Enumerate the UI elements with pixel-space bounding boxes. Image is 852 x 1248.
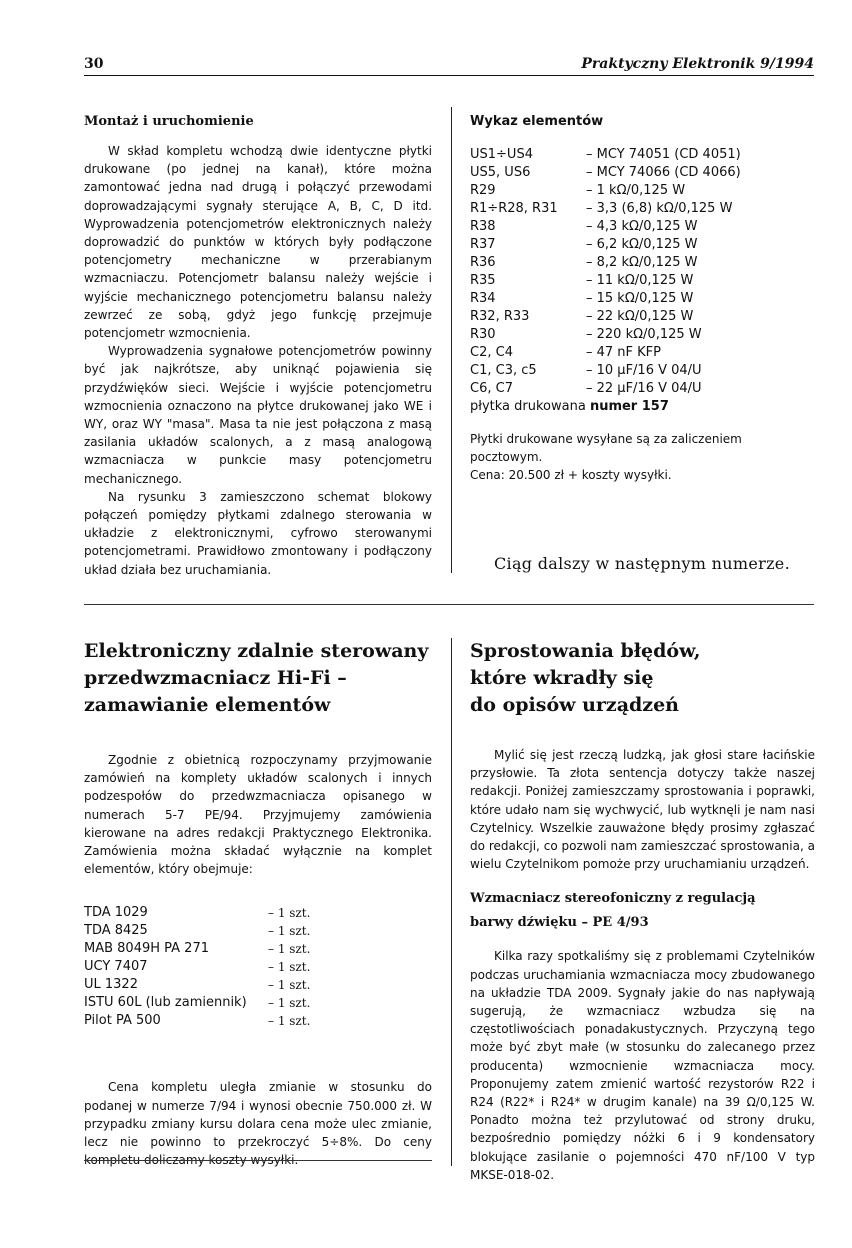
kit-item-name: ISTU 60L (lub zamiennik) — [84, 995, 247, 1011]
part-value: – 22 μF/16 V 04/U — [586, 381, 702, 396]
part-value: – 1 kΩ/0,125 W — [586, 183, 686, 198]
corrections-title-line: do opisów urządzeń — [470, 694, 679, 716]
pcb-number: numer 157 — [589, 399, 669, 414]
kit-item-qty: – 1 szt. — [268, 1014, 311, 1029]
corrections-title-line: Sprostowania błędów, — [470, 640, 701, 662]
kit-row — [84, 1012, 310, 1030]
part-value: – 4,3 kΩ/0,125 W — [586, 219, 698, 234]
part-value: – 220 kΩ/0,125 W — [586, 327, 702, 342]
kit-table — [84, 904, 310, 1030]
kit-item-qty: – 1 szt. — [268, 960, 311, 975]
part-value: – 10 μF/16 V 04/U — [586, 363, 702, 378]
corrections-article — [470, 638, 815, 1184]
kit-item-qty: – 1 szt. — [268, 942, 311, 957]
parts-row — [470, 362, 741, 380]
parts-list-heading: Wykaz elementów — [470, 114, 604, 129]
order-article — [84, 638, 432, 1169]
part-value: – 15 kΩ/0,125 W — [586, 291, 694, 306]
parts-row — [470, 380, 741, 398]
header-rule — [84, 75, 814, 76]
correction-subheading — [470, 887, 815, 935]
assembly-paragraph: W skład kompletu wchodzą dwie identyczne płytki drukowane (po jednej na kanał), które można zamontować jedna nad drugą i połączyć przewodami doprowadzającymi sygnały sterujące A, B, C, D itd. Wyprowadzenia potencjometrów elektronicznych należy doprowadzić do punktów w których były podłączone potencjometry mechaniczne w przerabianym wzmacniaczu. Potencjometr balansu należy wejście i wyjście mechanicznego potencjometru balansu należy zewrzeć ze sobą, gdyż jego funkcję przejmuje potencjometr wzmocnienia. — [84, 144, 432, 341]
subheading-line: Wzmacniacz stereofoniczny z regulacją — [470, 891, 756, 907]
parts-row — [470, 308, 741, 326]
part-code: R35 — [470, 273, 496, 288]
page-number: 30 — [84, 56, 104, 72]
assembly-paragraph: Wyprowadzenia sygnałowe potencjometrów powinny być jak najkrótsze, aby uniknąć pojawienia się przydźwięków sieci. Wejście i wyjście potencjometru wzmocnienia oznaczono na płytce drukowanej jako WE i WY, oraz WY "masa". Masa ta nie jest połączona z masą zasilania układów scalonych, a z masą analogową wzmacniacza w punkcie masy potencjometru mechanicznego. — [84, 344, 432, 486]
kit-row — [84, 904, 310, 922]
kit-row — [84, 958, 310, 976]
pcb-label: płytka drukowana — [470, 399, 586, 414]
column-divider-top — [451, 107, 452, 573]
part-value: – 8,2 kΩ/0,125 W — [586, 255, 698, 270]
part-code: R1÷R28, R31 — [470, 201, 558, 216]
price-note: Cena kompletu uległa zmianie w stosunku do podanej w numerze 7/94 i wynosi obecnie 750.000 zł. W przypadku zmiany kursu dolara cena może ulec zmianie, lecz nie powinno to przekroczyć 5÷8%. Do ceny kompletu doliczamy koszty wysyłki. — [84, 1080, 432, 1168]
part-value: – 47 nF KFP — [586, 345, 661, 360]
kit-item-name: UCY 7407 — [84, 959, 148, 975]
part-code: R30 — [470, 327, 496, 342]
subheading-line: barwy dźwięku – PE 4/93 — [470, 915, 649, 931]
kit-item-qty: – 1 szt. — [268, 996, 311, 1011]
kit-item-qty: – 1 szt. — [268, 906, 311, 921]
order-article-title: Elektroniczny zdalnie sterowany przedwzmacniacz Hi-Fi – zamawianie elementów — [84, 640, 429, 716]
parts-row — [470, 236, 741, 254]
part-code: R32, R33 — [470, 309, 530, 324]
parts-row — [470, 326, 741, 344]
correction-body: Kilka razy spotkaliśmy się z problemami Czytelników podczas uruchamiania wzmacniacza mocy zbudowanego na układzie TDA 2009. Sygnały jakie do nas napływają sugerują, że wzmacniacz wzbudza się na częstotliwościach ponadakustycznych. Przyczyną tego może być zbyt małe (w stosunku do zalecanego przez producenta) wzmocnienie wzmacniacza mocy. Proponujemy zatem zmienić wartość rezystorów R22 i R24 (R22* i R24* w drugim kanale) na 39 Ω/0,125 W. Ponadto można też przylutować od strony druku, bezpośrednio pomiędzy nóżki 6 i 9 kondensatory blokujące zasilanie o pojemności 470 nF/100 V typ MKSE-018-02. — [470, 949, 815, 1182]
corrections-title — [470, 638, 815, 719]
corrections-title-line: które wkradły się — [470, 667, 654, 689]
article-end-rule — [84, 1160, 432, 1161]
kit-item-name: UL 1322 — [84, 977, 138, 993]
kit-item-qty: – 1 szt. — [268, 924, 311, 939]
assembly-heading: Montaż i uruchomienie — [84, 114, 254, 129]
part-code: C6, C7 — [470, 381, 513, 396]
parts-row — [470, 200, 741, 218]
shipping-info — [470, 430, 815, 484]
assembly-paragraph: Na rysunku 3 zamieszczono schemat blokowy połączeń pomiędzy płytkami zdalnego sterowania w układzie z elektronicznymi, cyfrowo sterowanymi potencjometrami. Prawidłowo zmontowany i podłączony układ działa bez uruchamiania. — [84, 489, 432, 577]
parts-table — [470, 146, 741, 398]
shipping-line: Płytki drukowane wysyłane są za zaliczeniem pocztowym. — [470, 432, 742, 464]
part-value: – 11 kΩ/0,125 W — [586, 273, 694, 288]
assembly-section — [84, 114, 432, 579]
part-code: R29 — [470, 183, 496, 198]
parts-row — [470, 164, 741, 182]
kit-item-name: MAB 8049H PA 271 — [84, 941, 209, 957]
part-value: – MCY 74051 (CD 4051) — [586, 147, 741, 162]
kit-item-qty: – 1 szt. — [268, 978, 311, 993]
kit-row — [84, 994, 310, 1012]
parts-row — [470, 290, 741, 308]
kit-item-name: TDA 8425 — [84, 923, 148, 939]
parts-row — [470, 182, 741, 200]
part-code: C1, C3, c5 — [470, 363, 537, 378]
kit-item-name: Pilot PA 500 — [84, 1013, 161, 1029]
parts-list-section — [470, 114, 815, 484]
kit-row — [84, 976, 310, 994]
parts-row — [470, 146, 741, 164]
kit-row — [84, 922, 310, 940]
part-code: C2, C4 — [470, 345, 513, 360]
part-code: US1÷US4 — [470, 147, 533, 162]
parts-row — [470, 218, 741, 236]
part-value: – 22 kΩ/0,125 W — [586, 309, 694, 324]
part-code: R38 — [470, 219, 496, 234]
price-line: Cena: 20.500 zł + koszty wysyłki. — [470, 468, 672, 482]
corrections-intro: Mylić się jest rzeczą ludzką, jak głosi stare łacińskie przysłowie. Ta złota sentencja dotyczy także naszej redakcji. Poniżej zamieszczamy sprostowania i poprawki, które udało nam się wychwycić, lub wytknęli je nam nasi Czytelnicy. Wszelkie zauważone błędy prosimy zgłaszać do redakcji, co pozwoli nam zamieszczać sprostowania, a wielu Czytelnikom pomoże przy uruchamianiu urządzeń. — [470, 748, 815, 872]
part-code: R37 — [470, 237, 496, 252]
part-code: R34 — [470, 291, 496, 306]
continued-note: Ciąg dalszy w następnym numerze. — [494, 554, 790, 573]
order-intro: Zgodnie z obietnicą rozpoczynamy przyjmowanie zamówień na komplety układów scalonych i innych podzespołów do przedwzmacniacza opisanego w numerach 5-7 PE/94. Przyjmujemy zamówienia kierowane na adres redakcji Praktycznego Elektronika. Zamówienia można składać wyłącznie na komplet elementów, który obejmuje: — [84, 753, 432, 877]
column-divider-bottom — [451, 638, 452, 1166]
part-value: – 3,3 (6,8) kΩ/0,125 W — [586, 201, 733, 216]
part-code: US5, US6 — [470, 165, 531, 180]
pcb-line — [470, 398, 815, 416]
kit-item-name: TDA 1029 — [84, 905, 148, 921]
kit-row — [84, 940, 310, 958]
parts-row — [470, 272, 741, 290]
part-code: R36 — [470, 255, 496, 270]
journal-title: Praktyczny Elektronik 9/1994 — [581, 56, 814, 72]
part-value: – 6,2 kΩ/0,125 W — [586, 237, 698, 252]
parts-row — [470, 254, 741, 272]
parts-row — [470, 344, 741, 362]
section-divider — [84, 604, 814, 605]
part-value: – MCY 74066 (CD 4066) — [586, 165, 741, 180]
